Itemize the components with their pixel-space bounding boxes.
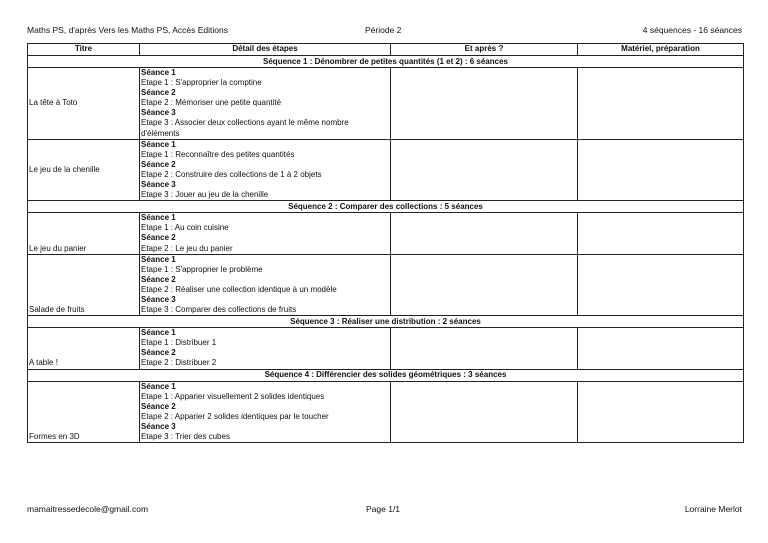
activity-steps <box>140 381 391 443</box>
seance-label: Séance 3 <box>141 180 176 190</box>
activity-row <box>28 381 744 443</box>
activity-row <box>28 254 744 316</box>
footer-author: Lorraine Merlot <box>684 504 742 514</box>
seance-label: Séance 1 <box>141 381 176 391</box>
activity-steps <box>140 68 391 140</box>
seance-label: Séance 3 <box>141 294 176 304</box>
lesson-plan-table <box>27 43 744 443</box>
header-period: Période 2 <box>365 25 402 35</box>
sequence-title: Séquence 3 : Réaliser une distribution : 2 séances <box>28 316 744 328</box>
activity-title: Formes en 3D <box>28 381 140 443</box>
activity-row <box>28 68 744 140</box>
et-apres-cell <box>391 139 578 201</box>
sequence-row <box>28 201 744 213</box>
materiel-cell <box>578 328 744 369</box>
seance-label: Séance 2 <box>141 401 176 411</box>
page-footer <box>0 504 768 518</box>
seance-label: Séance 2 <box>141 233 176 243</box>
sequence-row <box>28 316 744 328</box>
activity-title: Le jeu de la chenille <box>28 139 140 201</box>
activity-title: La tête à Toto <box>28 68 140 140</box>
et-apres-cell <box>391 381 578 443</box>
footer-email: mamaitressedecole@gmail.com <box>27 504 149 514</box>
activity-row <box>28 213 744 254</box>
materiel-cell <box>578 213 744 254</box>
page-header <box>0 25 768 39</box>
etape-text: Etape 1 : Reconnaître des petites quantités <box>141 149 295 159</box>
etape-text: Etape 3 : Jouer au jeu de la chenille <box>141 190 269 200</box>
etape-text: Etape 2 : Mémoriser une petite quantité <box>141 98 282 108</box>
header-left-text: Maths PS, d'après Vers les Maths PS, Accès Editions <box>27 25 228 35</box>
sequence-row <box>28 56 744 68</box>
column-header-et-apres: Et après ? <box>391 44 578 56</box>
etape-text: Etape 2 : Construire des collections de 1 à 2 objets <box>141 169 322 179</box>
seance-label: Séance 2 <box>141 88 176 98</box>
etape-text: Etape 1 : Au coin cuisine <box>141 223 229 233</box>
seance-label: Séance 2 <box>141 348 176 358</box>
activity-row <box>28 328 744 369</box>
seance-label: Séance 2 <box>141 274 176 284</box>
sequence-row <box>28 369 744 381</box>
etape-text: Etape 1 : S'approprier la comptine <box>141 78 262 88</box>
etape-text: Etape 2 : Distribuer 2 <box>141 358 217 368</box>
table-header-row <box>28 44 744 56</box>
header-summary: 4 séquences - 16 séances <box>642 25 742 35</box>
materiel-cell <box>578 68 744 140</box>
etape-text: Etape 1 : S'approprier le problème <box>141 264 263 274</box>
materiel-cell <box>578 254 744 316</box>
sequence-title: Séquence 4 : Différencier des solides géométriques : 3 séances <box>28 369 744 381</box>
et-apres-cell <box>391 328 578 369</box>
activity-title: Le jeu du panier <box>28 213 140 254</box>
etape-text: Etape 3 : Trier des cubes <box>141 432 230 441</box>
activity-title: A table ! <box>28 328 140 369</box>
activity-steps <box>140 328 391 369</box>
seance-label: Séance 1 <box>141 68 176 77</box>
seance-label: Séance 1 <box>141 254 176 264</box>
etape-text: Etape 1 : Apparier visuellement 2 solides identiques <box>141 391 325 401</box>
etape-text: Etape 2 : Le jeu du panier <box>141 243 233 253</box>
column-header-detail: Détail des étapes <box>140 44 391 56</box>
seance-label: Séance 1 <box>141 328 176 338</box>
et-apres-cell <box>391 254 578 316</box>
et-apres-cell <box>391 213 578 254</box>
materiel-cell <box>578 381 744 443</box>
footer-page-number: Page 1/1 <box>366 504 401 514</box>
sequence-title: Séquence 1 : Dénombrer de petites quantités (1 et 2) : 6 séances <box>28 56 744 68</box>
activity-steps <box>140 139 391 201</box>
et-apres-cell <box>391 68 578 140</box>
etape-text: Etape 2 : Réaliser une collection identique à un modèle <box>141 284 337 294</box>
column-header-materiel: Matériel, préparation <box>578 44 744 56</box>
seance-label: Séance 3 <box>141 421 176 431</box>
activity-steps <box>140 254 391 316</box>
activity-row <box>28 139 744 201</box>
seance-label: Séance 1 <box>141 139 176 149</box>
etape-text: d'éléments <box>141 128 180 138</box>
sequence-title: Séquence 2 : Comparer des collections : 5 séances <box>28 201 744 213</box>
seance-label: Séance 1 <box>141 213 176 223</box>
activity-steps <box>140 213 391 254</box>
etape-text: Etape 1 : Distribuer 1 <box>141 338 217 348</box>
seance-label: Séance 3 <box>141 108 176 118</box>
seance-label: Séance 2 <box>141 159 176 169</box>
etape-text: Etape 3 : Associer deux collections ayant le même nombre <box>141 118 349 128</box>
etape-text: Etape 3 : Comparer des collections de fruits <box>141 305 297 315</box>
etape-text: Etape 2 : Apparier 2 solides identiques par le toucher <box>141 411 329 421</box>
activity-title: Salade de fruits <box>28 254 140 316</box>
column-header-titre: Titre <box>28 44 140 56</box>
materiel-cell <box>578 139 744 201</box>
